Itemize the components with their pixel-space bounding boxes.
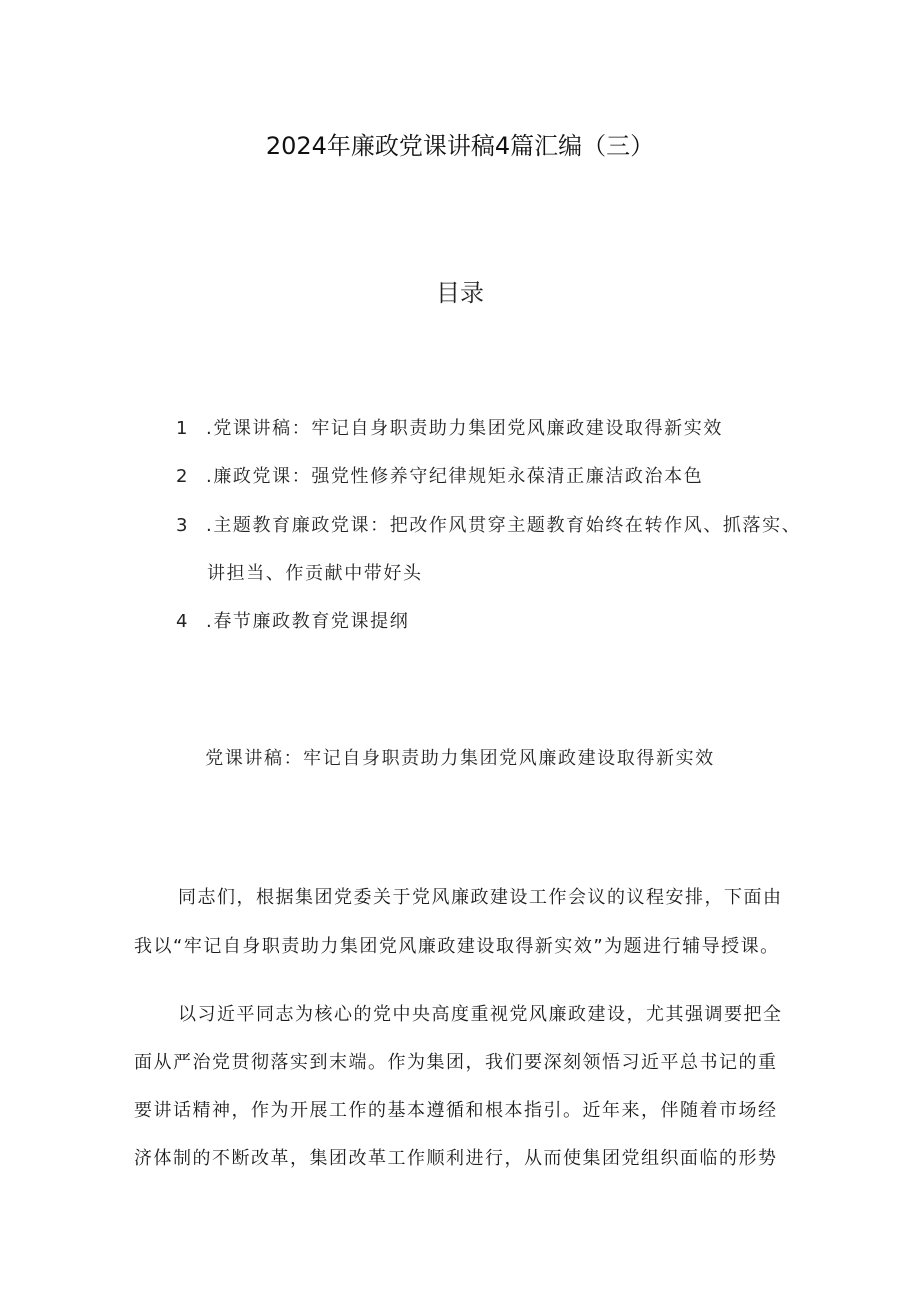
- toc-item-continuation[interactable]: 讲担当、作贡献中带好头: [207, 563, 423, 584]
- paragraph-line: 面从严治党贯彻落实到末端。作为集团，我们要深刻领悟习近平总书记的重: [134, 1052, 778, 1073]
- paragraph-line: 我以“牢记自身职责助力集团党风廉政建设取得新实效”为题进行辅导授课。: [134, 936, 780, 957]
- paragraph-line: 以习近平同志为核心的党中央高度重视党风廉政建设，尤其强调要把全: [178, 1004, 783, 1025]
- toc-item[interactable]: [176, 462, 703, 488]
- toc-item-text: .主题教育廉政党课：把改作风贯穿主题教育始终在转作风、抓落实、: [206, 515, 802, 536]
- toc-item-text: .春节廉政教育党课提纲: [206, 611, 410, 632]
- paragraph-line: 同志们，根据集团党委关于党风廉政建设工作会议的议程安排，下面由: [178, 887, 783, 908]
- toc-item-text: .廉政党课：强党性修养守纪律规矩永葆清正廉洁政治本色: [206, 466, 704, 487]
- paragraph-line: 济体制的不断改革，集团改革工作顺利进行，从而使集团党组织面临的形势: [134, 1148, 778, 1169]
- toc-heading: 目录: [436, 279, 484, 307]
- toc-item-number: 3: [176, 515, 190, 536]
- toc-item[interactable]: [176, 511, 801, 537]
- toc-item[interactable]: [176, 607, 409, 633]
- toc-item-number: 4: [176, 611, 190, 632]
- section-title: 党课讲稿：牢记自身职责助力集团党风廉政建设取得新实效: [205, 748, 715, 769]
- toc-item-number: 1: [176, 418, 190, 439]
- toc-item-number: 2: [176, 466, 190, 487]
- toc-item[interactable]: [176, 414, 723, 440]
- paragraph-line: 要讲话精神，作为开展工作的基本遵循和根本指引。近年来，伴随着市场经: [134, 1100, 778, 1121]
- toc-item-text: .党课讲稿：牢记自身职责助力集团党风廉政建设取得新实效: [206, 418, 723, 439]
- document-title: 2024年廉政党课讲稿4篇汇编（三）: [265, 132, 655, 160]
